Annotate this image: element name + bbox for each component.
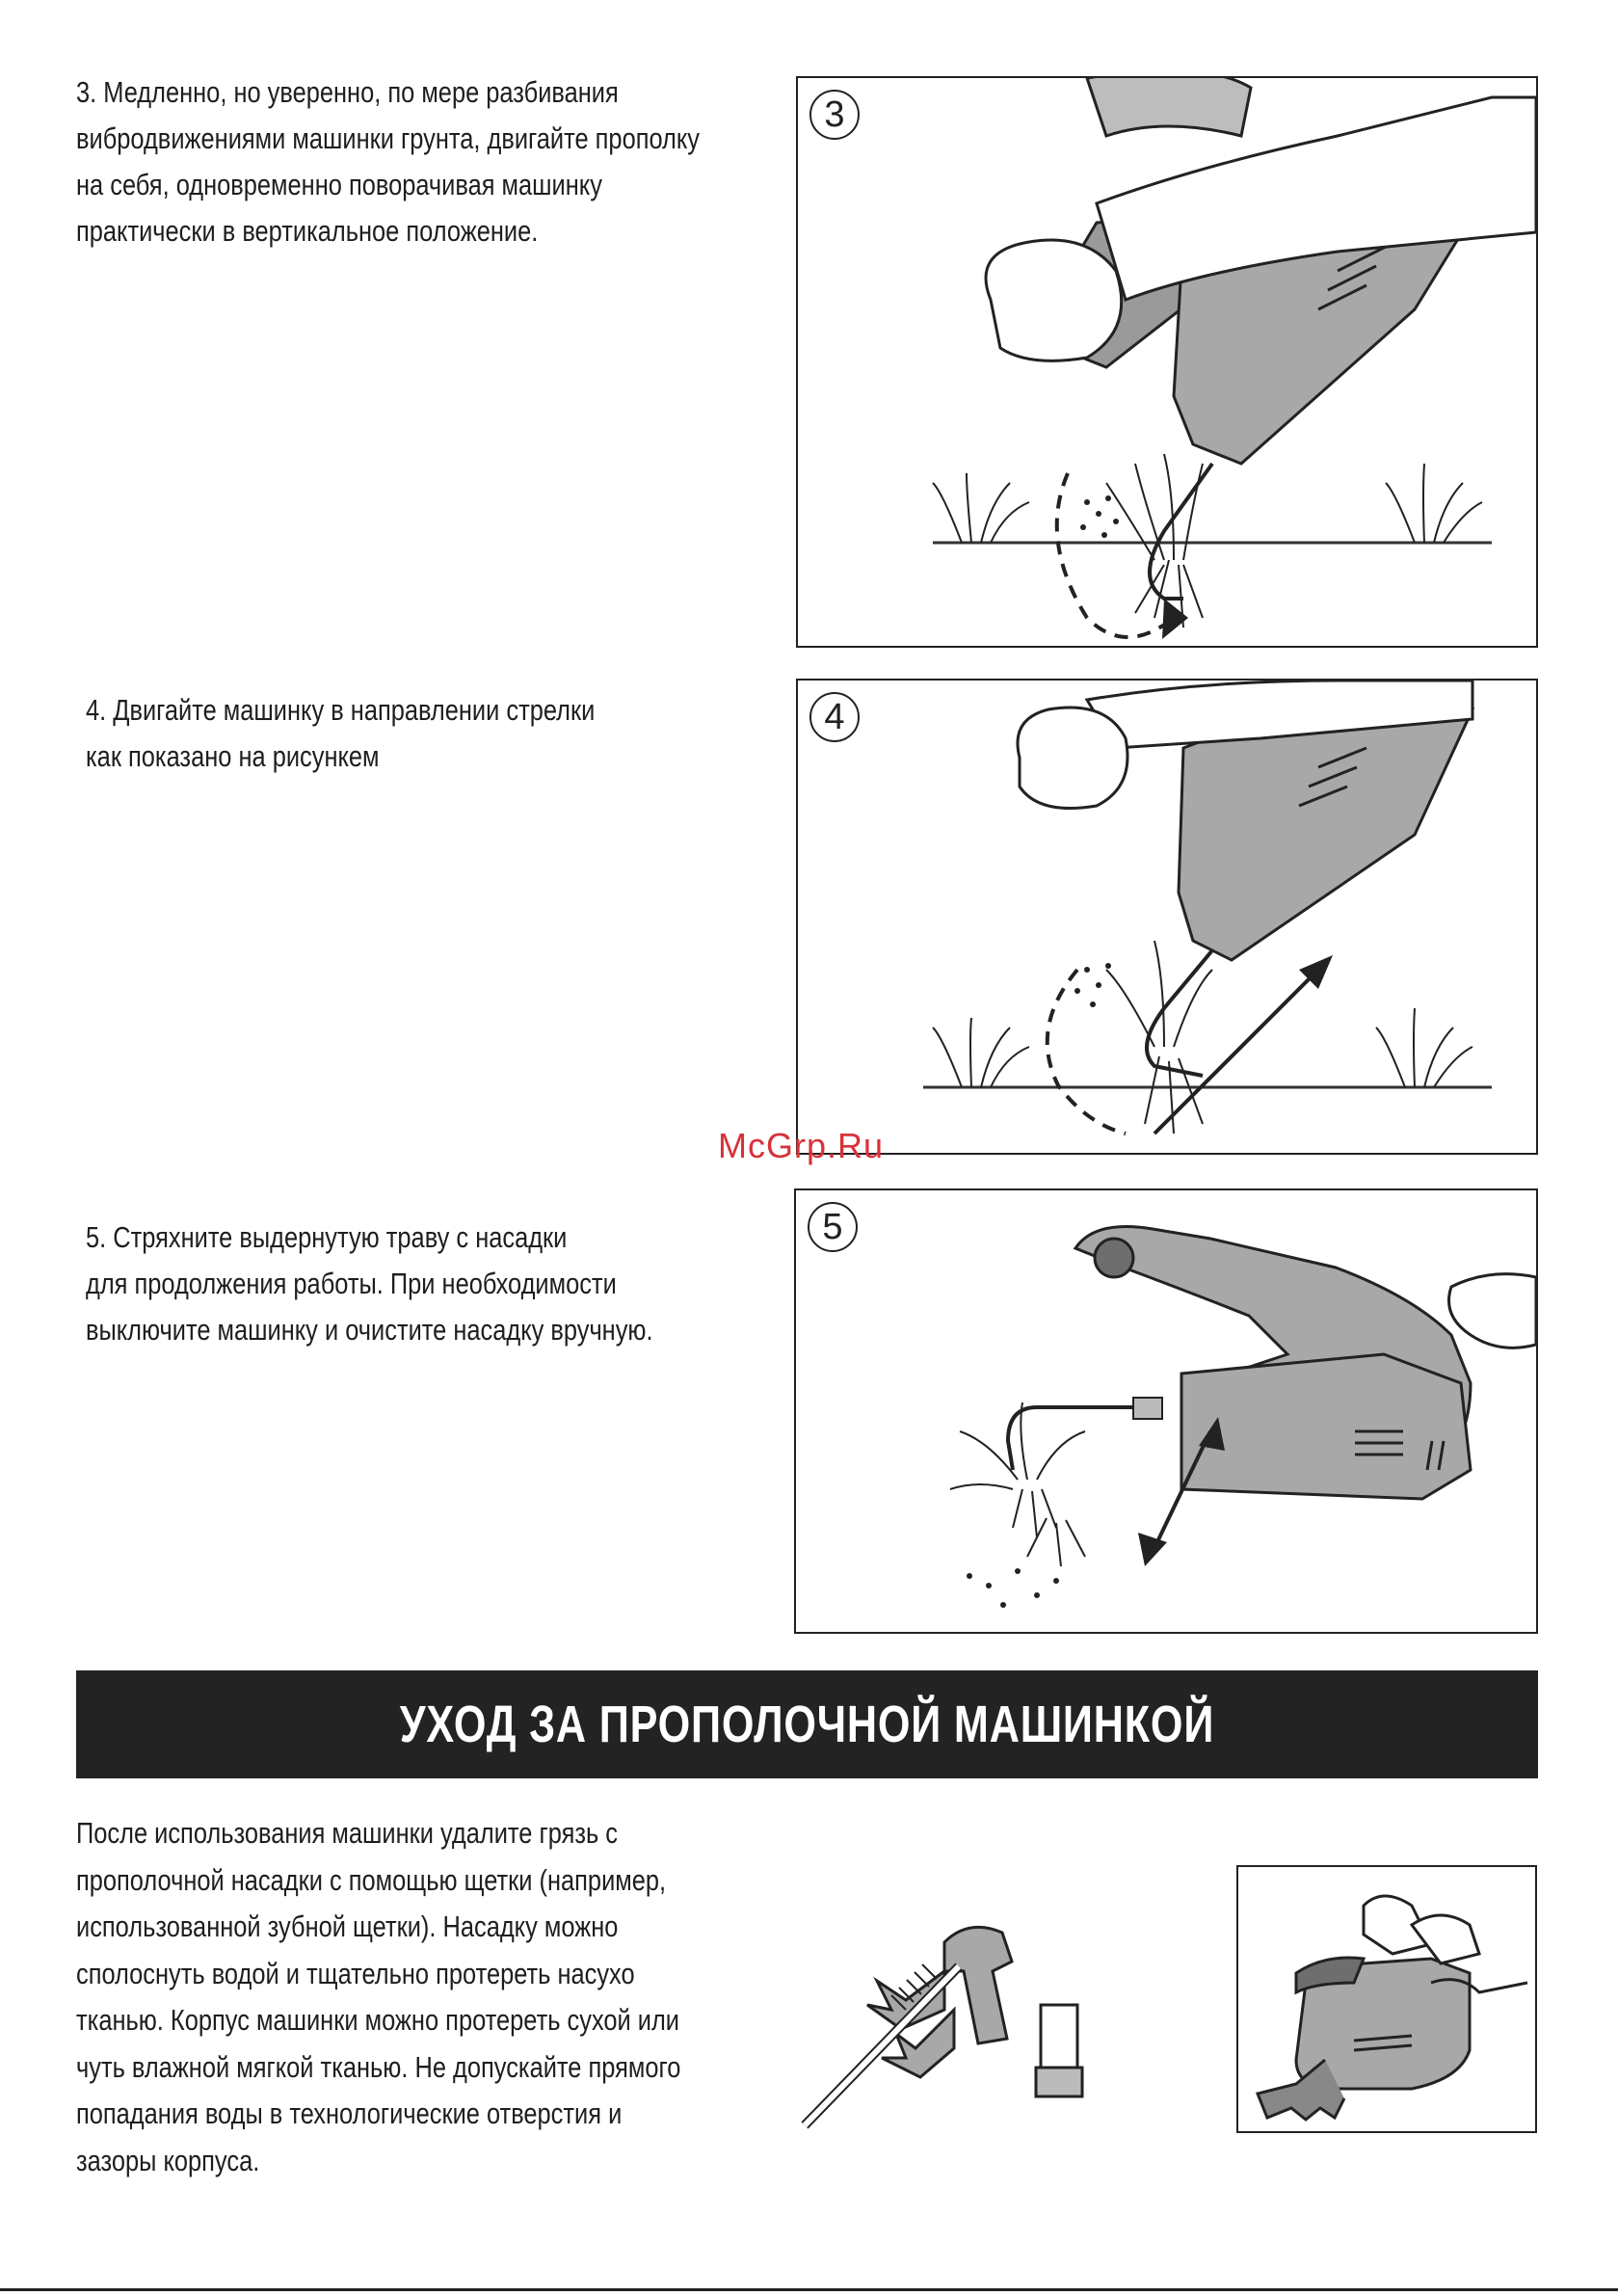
brush-cleaning-illustration — [800, 1913, 1099, 2130]
care-line: прополочной насадки с помощью щетки (например, — [76, 1862, 667, 1897]
step-3-line: вибродвижениями машинки грунта, двигайте прополку — [76, 121, 701, 155]
step-5-line: выключите машинку и очистите насадку вручную. — [86, 1313, 653, 1347]
step-4-line: 4. Двигайте машинку в направлении стрелки — [86, 693, 596, 727]
step-5-line: 5. Стряхните выдернутую траву с насадки — [86, 1220, 568, 1254]
step-5-text — [86, 1215, 653, 1353]
care-line: тканью. Корпус машинки можно протереть сухой или — [76, 2003, 680, 2037]
step-3-number-badge: 3 — [809, 90, 860, 140]
shake-off-grass-illustration — [796, 1190, 1536, 1632]
care-line: сполоснуть водой и тщательно протереть насухо — [76, 1956, 635, 1990]
cleaning-body-illustration — [1236, 1865, 1537, 2133]
step-3-text — [76, 69, 700, 254]
step-5-number-badge: 5 — [808, 1202, 858, 1252]
step-3-illustration — [796, 76, 1538, 648]
weeding-pull-illustration — [798, 78, 1536, 646]
watermark: McGrp.Ru — [718, 1126, 885, 1165]
toothbrush-cleaning-illustration — [800, 1913, 1099, 2130]
weeding-direction-illustration — [798, 681, 1536, 1153]
step-3-line: 3. Медленно, но уверенно, по мере разбивания — [76, 75, 619, 109]
footer-rule — [0, 2288, 1618, 2291]
care-line: чуть влажной мягкой тканью. Не допускайте прямого — [76, 2049, 681, 2084]
care-line: использованной зубной щетки). Насадку можно — [76, 1909, 619, 1943]
step-5-line: для продолжения работы. При необходимости — [86, 1267, 617, 1300]
step-5-illustration — [794, 1188, 1538, 1634]
care-line: попадания воды в технологические отверстия и — [76, 2096, 623, 2130]
wiping-device-illustration — [1238, 1867, 1535, 2131]
section-title: УХОД ЗА ПРОПОЛОЧНОЙ МАШИНКОЙ — [399, 1695, 1215, 1753]
care-line: После использования машинки удалите грязь с — [76, 1816, 619, 1850]
care-line: зазоры корпуса. — [76, 2143, 260, 2177]
care-instructions — [76, 1810, 680, 2184]
step-4-line: как показано на рисункем — [86, 739, 380, 773]
step-4-illustration — [796, 679, 1538, 1155]
section-header — [76, 1670, 1538, 1778]
step-4-number-badge: 4 — [809, 692, 860, 742]
step-4-text — [86, 687, 595, 780]
step-3-line: практически в вертикальное положение. — [76, 214, 539, 248]
step-3-line: на себя, одновременно поворачивая машинку — [76, 168, 602, 201]
